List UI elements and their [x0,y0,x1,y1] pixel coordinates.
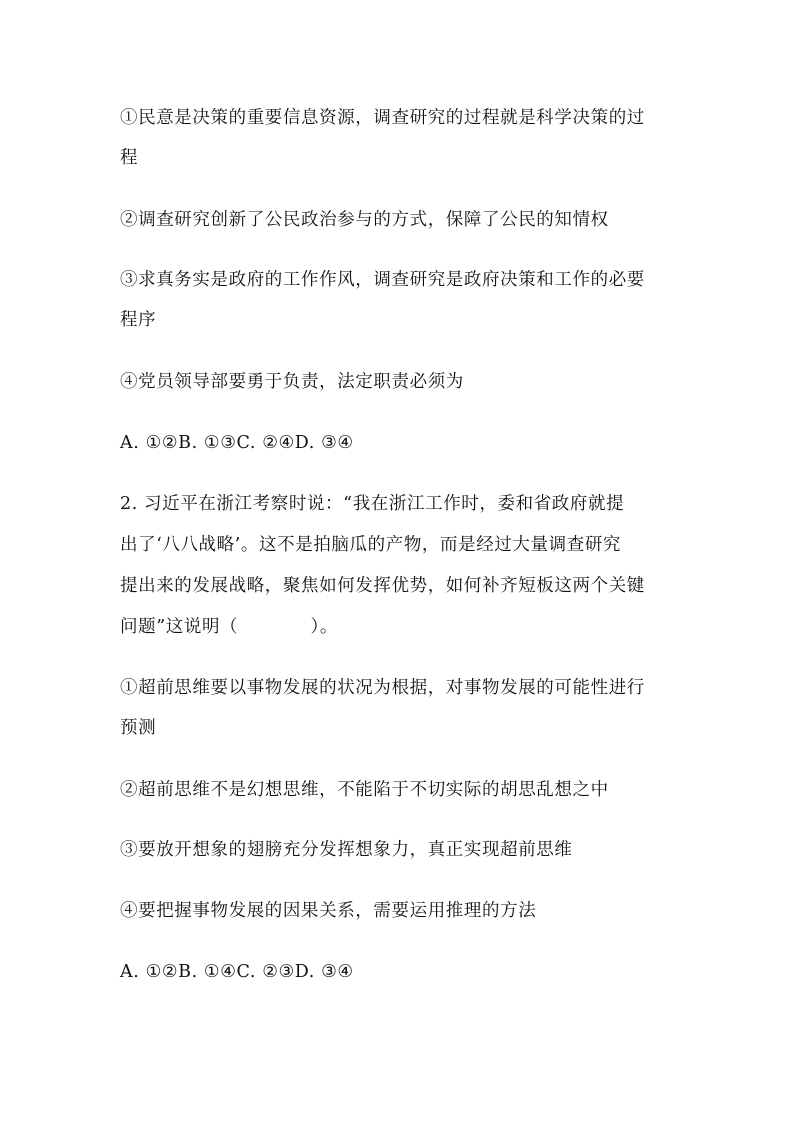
q1-option-1-line-1: ①民意是决策的重要信息资源，调查研究的过程就是科学决策的过 [120,108,645,128]
q2-stem-line-4: 问题”这说明（ ）。 [120,617,338,637]
q1-option-3-line-2: 程序 [120,310,157,330]
q1-option-3-line-1: ③求真务实是政府的工作作风，调查研究是政府决策和工作的必要 [120,270,645,290]
q2-stem-line-3: 提出来的发展战略，聚焦如何发挥优势，如何补齐短板这两个关键 [120,576,645,596]
q2-option-2: ②超前思维不是幻想思维，不能陷于不切实际的胡思乱想之中 [120,780,609,800]
q2-stem-line-2: 出了‘八八战略’。这不是拍脑瓜的产物，而是经过大量调查研究 [120,535,622,555]
q2-option-1-line-2: 预测 [120,718,157,738]
q1-option-1-line-2: 程 [120,148,139,168]
q2-stem-line-1: 2. 习近平在浙江考察时说：“我在浙江工作时，委和省政府就提 [120,494,625,514]
q2-option-3: ③要放开想象的翅膀充分发挥想象力，真正实现超前思维 [120,840,573,860]
q1-option-4: ④党员领导部要勇于负责，法定职责必须为 [120,372,464,392]
q2-answer-choices: A. ①②B. ①④C. ②③D. ③④ [120,962,354,982]
q1-answer-choices: A. ①②B. ①③C. ②④D. ③④ [120,433,354,453]
q2-option-4: ④要把握事物发展的因果关系，需要运用推理的方法 [120,901,537,921]
q2-option-1-line-1: ①超前思维要以事物发展的状况为根据，对事物发展的可能性进行 [120,678,645,698]
q1-option-2: ②调查研究创新了公民政治参与的方式，保障了公民的知情权 [120,210,609,230]
